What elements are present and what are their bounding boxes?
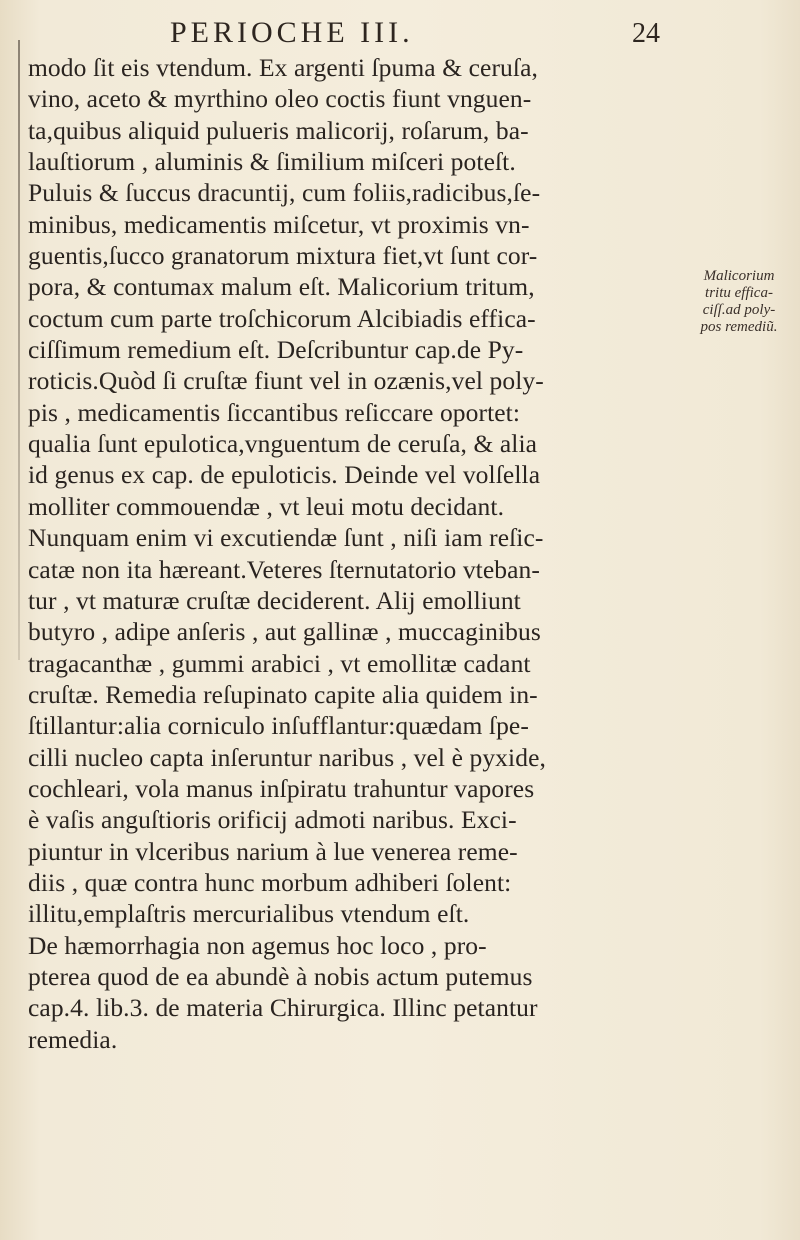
text-line: vino, aceto & myrthino oleo coctis fiunt vnguen- <box>28 84 532 114</box>
text-line: qualia ſunt epulotica,vnguentum de ceruſa, & alia <box>28 429 538 459</box>
text-line: cochleari, vola manus inſpiratu trahuntur vapores <box>28 773 535 803</box>
text-line: roticis.Quòd ſi cruſtæ fiunt vel in ozænis,vel poly- <box>28 366 544 396</box>
marginal-note-line: pos remediũ. <box>700 319 778 335</box>
text-line: Nunquam enim vi excutiendæ ſunt , niſi iam reſic- <box>28 523 544 553</box>
text-line: cap.4. lib.3. de materia Chirurgica. Illinc petantur <box>28 993 538 1023</box>
text-line: cruſtæ. Remedia reſupinato capite alia quidem in- <box>28 679 538 709</box>
text-line: remedia. <box>28 1024 118 1054</box>
text-line: butyro , adipe anſeris , aut gallinæ , muccaginibus <box>28 617 541 647</box>
text-line: pterea quod de ea abundè à nobis actum putemus <box>28 961 533 991</box>
text-line: illitu,emplaſtris mercurialibus vtendum eſt. <box>28 899 470 929</box>
text-line: id genus ex cap. de epuloticis. Deinde vel volſella <box>28 460 541 490</box>
text-line: coctum cum parte troſchicorum Alcibiadis effica- <box>28 303 536 333</box>
text-line: piuntur in vlceribus narium à lue venerea reme- <box>28 836 518 866</box>
marginal-note-line: tritu effica- <box>705 285 773 301</box>
text-line: De hæmorrhagia non agemus hoc loco , pro- <box>28 930 487 960</box>
text-line: tur , vt maturæ cruſtæ deciderent. Alij emolliunt <box>28 585 521 615</box>
text-line: ta,quibus aliquid pulueris malicorij, roſarum, ba- <box>28 115 529 145</box>
text-line: cilli nucleo capta inſeruntur naribus , vel è pyxide, <box>28 742 546 772</box>
text-line: minibus, medicamentis miſcetur, vt proximis vn- <box>28 209 530 239</box>
text-line: tragacanthæ , gummi arabici , vt emollitæ cadant <box>28 648 531 678</box>
page-header <box>30 14 670 54</box>
running-head: PERIOCHE III. <box>170 16 414 49</box>
text-line: ſtillantur:alia corniculo inſufflantur:quædam ſpe- <box>28 711 529 741</box>
marginal-note-line: Malicorium <box>703 268 775 284</box>
text-line: pis , medicamentis ſiccantibus reſiccare oportet: <box>28 397 521 427</box>
marginal-note <box>680 268 798 336</box>
text-line: Puluis & ſuccus dracuntij, cum foliis,radicibus,ſe- <box>28 178 541 208</box>
gutter-shadow <box>18 40 20 660</box>
text-line: modo ſit eis vtendum. Ex argenti ſpuma & ceruſa, <box>28 53 538 82</box>
text-line: diis , quæ contra hunc morbum adhiberi ſolent: <box>28 867 512 897</box>
text-line: pora, & contumax malum eſt. Malicorium tritum, <box>28 272 535 302</box>
text-line: molliter commouendæ , vt leui motu decidant. <box>28 491 505 521</box>
text-line: è vaſis anguſtioris orificij admoti naribus. Exci- <box>28 805 517 835</box>
page-number: 24 <box>632 18 660 49</box>
marginal-note-line: ciſſ.ad poly- <box>702 302 776 318</box>
text-line: catæ non ita hæreant.Veteres ſternutatorio vteban- <box>28 554 540 584</box>
text-line: lauſtiorum , aluminis & ſimilium miſceri poteſt. <box>28 147 516 177</box>
text-line: guentis,ſucco granatorum mixtura fiet,vt ſunt cor- <box>28 241 538 271</box>
body-text <box>28 52 668 1055</box>
text-line: ciſſimum remedium eſt. Deſcribuntur cap.de Py- <box>28 335 524 365</box>
